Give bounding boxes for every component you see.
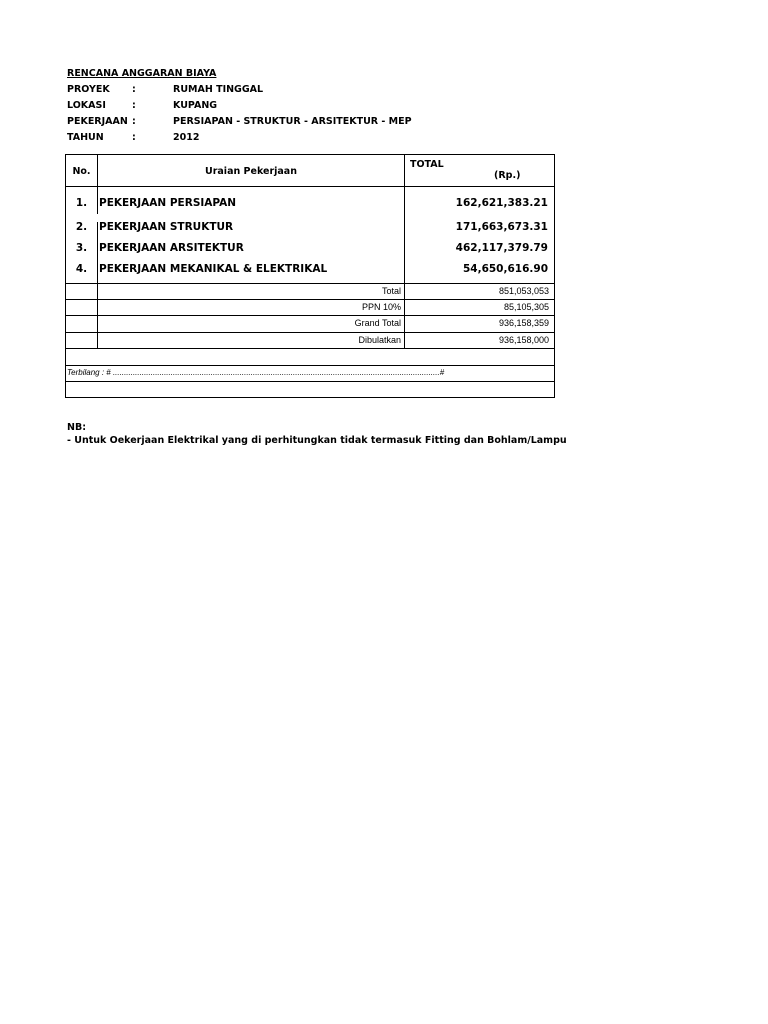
summary-label-grand-total: Grand Total [354,318,401,328]
summary-value-ppn: 85,105,305 [503,302,549,312]
table-row-no: 2. [75,221,88,233]
table-border-right [554,154,555,398]
row-divider [65,315,555,316]
table-row-desc: PEKERJAAN PERSIAPAN [99,197,237,209]
table-row-no: 3. [75,242,88,254]
table-row-total: 54,650,616.90 [462,263,548,275]
row-divider [65,348,555,349]
field-value-tahun: 2012 [173,132,200,143]
row-divider [65,299,555,300]
terbilang-line: Terbilang : # ...................................................................................................................................................# [67,368,445,377]
field-value-lokasi: KUPANG [173,100,218,111]
summary-label-total: Total [381,286,401,296]
table-row-no: 1. [75,197,88,209]
items-divider [65,283,555,284]
document-title: RENCANA ANGGARAN BIAYA [67,68,217,79]
col-header-total: TOTAL [410,159,444,170]
header-divider [65,186,555,187]
col-header-no: No. [72,166,91,177]
notes-item: - Untuk Oekerjaan Elektrikal yang di perhitungkan tidak termasuk Fitting dan Bohlam/Lampu [67,435,567,446]
field-label-tahun: TAHUN [67,132,104,143]
summary-label-ppn: PPN 10% [361,302,401,312]
field-sep-proyek: : [132,84,136,95]
col-header-unit: (Rp.) [494,170,521,181]
summary-value-total: 851,053,053 [498,286,549,296]
field-value-proyek: RUMAH TINGGAL [173,84,264,95]
notes-heading: NB: [67,422,86,433]
row-divider [65,381,555,382]
field-value-pekerjaan: PERSIAPAN - STRUKTUR - ARSITEKTUR - MEP [173,116,412,127]
table-row-total: 462,117,379.79 [455,242,548,254]
field-label-proyek: PROYEK [67,84,110,95]
table-row-desc: PEKERJAAN ARSITEKTUR [99,242,244,254]
field-sep-lokasi: : [132,100,136,111]
table-border-left [65,154,66,398]
summary-label-dibulatkan: Dibulatkan [358,335,401,345]
table-border-top [65,154,555,155]
field-label-lokasi: LOKASI [67,100,106,111]
field-sep-pekerjaan: : [132,116,136,127]
row-divider [65,365,555,366]
table-row-total: 171,663,673.31 [455,221,548,233]
table-row-desc: PEKERJAAN STRUKTUR [99,221,234,233]
field-label-pekerjaan: PEKERJAAN [67,116,128,127]
table-row-desc: PEKERJAAN MEKANIKAL & ELEKTRIKAL [99,263,328,275]
row-divider [65,332,555,333]
summary-value-dibulatkan: 936,158,000 [498,335,549,345]
col-header-desc: Uraian Pekerjaan [205,166,297,177]
table-row-no: 4. [75,263,88,275]
field-sep-tahun: : [132,132,136,143]
col-divider-no-top [97,154,98,214]
table-row-total: 162,621,383.21 [455,197,548,209]
summary-value-grand-total: 936,158,359 [498,318,549,328]
table-border-bottom [65,397,555,398]
